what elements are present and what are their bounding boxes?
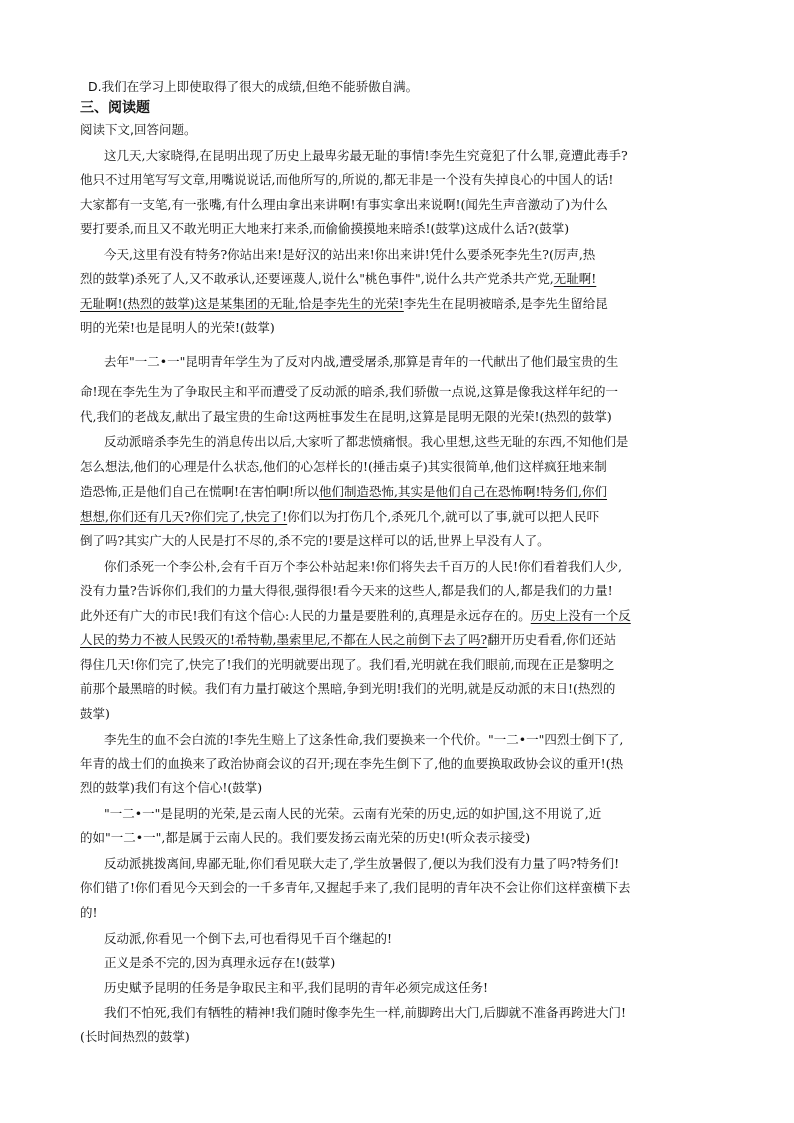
underlined-phrase: 历史上没有一个反 — [530, 608, 631, 623]
option-d: D.我们在学习上即使取得了很大的成绩,但绝不能骄傲自满。 — [88, 79, 419, 94]
p5-line-4-text: 翻开历史看看,你们还站 — [487, 632, 617, 647]
p11: 历史赋予昆明的任务是争取民主和平,我们昆明的青年必须完成这任务! — [104, 980, 488, 995]
p4-line-2: 怎么想法,他们的心理是什么状态,他们的心怎样长的!(捶击桌子)其实很简单,他们这样疯狂地来制 — [80, 459, 607, 474]
p9: 反动派,你看见一个倒下去,可也看得见千百个继起的! — [104, 931, 392, 946]
p2-line-1: 今天,这里有没有特务?你站出来!是好汉的站出来!你出来讲!凭什么要杀死李先生?(厉声,热 — [104, 247, 596, 262]
p4-line-3-text: 造恐怖,正是他们自己在慌啊!在害怕啊!所以 — [80, 484, 320, 499]
p1-line-4: 要打要杀,而且又不敢光明正大地来打来杀,而偷偷摸摸地来暗杀!(鼓掌)这成什么话?(鼓掌) — [80, 221, 570, 236]
underlined-phrase: 无耻啊!(热烈的鼓掌)这是某集团的无耻,恰是李先生的光荣! — [80, 296, 404, 311]
p12-line-1: 我们不怕死,我们有牺牲的精神!我们随时像李先生一样,前脚跨出大门,后脚就不准备再跨进大门! — [104, 1005, 626, 1020]
p3-line-2: 命!现在李先生为了争取民主和平而遭受了反动派的暗杀,我们骄傲一点说,这算是像我这样年纪的一 — [80, 384, 618, 399]
p2-line-2-text: 烈的鼓掌)杀死了人,又不敢承认,还要诬蔑人,说什么"桃色事件",说什么共产党杀共产党, — [80, 271, 554, 286]
p5-line-4 — [80, 632, 616, 648]
p6-line-2: 年青的战士们的血换来了政治协商会议的召开;现在李先生倒下了,他的血要换取政协会议的重开!(热 — [80, 756, 624, 771]
p7-line-2: 的如"一二•一",都是属于云南人民的。我们要发扬云南光荣的历史!(听众表示接受) — [80, 830, 531, 845]
p4-line-4-text: 你们以为打伤几个,杀死几个,就可以了事,就可以把人民吓 — [287, 509, 600, 524]
p4-line-4 — [80, 509, 599, 525]
p4-line-5: 倒了吗?其实广大的人民是打不尽的,杀不完的!要是这样可以的话,世界上早没有人了。 — [80, 533, 550, 548]
p8-line-3: 的! — [80, 905, 98, 920]
p8-line-2: 你们错了!你们看见今天到会的一千多青年,又握起手来了,我们昆明的青年决不会让你们这样蛮横下去 — [80, 880, 631, 895]
underlined-phrase: 想想,你们还有几天?你们完了,快完了! — [80, 509, 288, 524]
p1-line-1: 这几天,大家晓得,在昆明出现了历史上最卑劣最无耻的事情!李先生究竟犯了什么罪,竟遭此毒手? — [104, 148, 628, 163]
p7-line-1: "一二•一"是昆明的光荣,是云南人民的光荣。云南有光荣的历史,远的如护国,这不用说了,近 — [104, 806, 602, 821]
p3-line-3: 代,我们的老战友,献出了最宝贵的生命!这两桩事发生在昆明,这算是昆明无限的光荣!(热烈的鼓掌) — [80, 409, 612, 424]
instruction: 阅读下文,回答问题。 — [80, 122, 197, 137]
p5-line-5: 得住几天!你们完了,快完了!我们的光明就要出现了。我们看,光明就在我们眼前,而现在正是黎明之 — [80, 657, 615, 672]
p5-line-6: 前那个最黑暗的时候。我们有力量打破这个黑暗,争到光明!我们的光明,就是反动派的末日!(热烈的 — [80, 681, 616, 696]
p2-line-3 — [80, 296, 608, 312]
p3-line-1: 去年"一二•一"昆明青年学生为了反对内战,遭受屠杀,那算是青年的一代献出了他们最宝贵的生 — [104, 354, 619, 369]
p2-line-3-text: 李先生在昆明被暗杀,是李先生留给昆 — [403, 296, 608, 311]
underlined-phrase: 人民的势力不被人民毁灭的!希特勒,墨索里尼,不都在人民之前倒下去了吗? — [80, 632, 488, 647]
p1-line-3: 大家都有一支笔,有一张嘴,有什么理由拿出来讲啊!有事实拿出来说啊!(闻先生声音激动了)为什么 — [80, 197, 608, 212]
p6-line-1: 李先生的血不会白流的!李先生赔上了这条性命,我们要换来一个代价。"一二•一"四烈士倒下了, — [104, 732, 624, 747]
p12-line-2: (长时间热烈的鼓掌) — [80, 1029, 190, 1044]
p5-line-2: 没有力量?告诉你们,我们的力量大得很,强得很!看今天来的这些人,都是我们的人,都是我们的力量! — [80, 583, 613, 598]
p2-line-4: 明的光荣!也是昆明人的光荣!(鼓掌) — [80, 320, 275, 335]
p8-line-1: 反动派挑拨离间,卑鄙无耻,你们看见联大走了,学生放暑假了,便以为我们没有力量了吗?特务们! — [104, 856, 620, 871]
p5-line-3-text: 此外还有广大的市民!我们有这个信心:人民的力量是要胜利的,真理是永远存在的。 — [80, 608, 531, 623]
p2-line-2 — [80, 271, 596, 287]
underlined-phrase: 无耻啊! — [553, 271, 597, 286]
p6-line-3: 烈的鼓掌)我们有这个信心!(鼓掌) — [80, 780, 263, 795]
section-title: 三、阅读题 — [80, 100, 150, 116]
p1-line-2: 他只不过用笔写写文章,用嘴说说话,而他所写的,所说的,都无非是一个没有失掉良心的中国人的话! — [80, 172, 614, 187]
p10: 正义是杀不完的,因为真理永远存在!(鼓掌) — [104, 955, 336, 970]
underlined-phrase: 他们制造恐怖,其实是他们自己在恐怖啊!特务们,你们 — [319, 484, 608, 499]
p5-line-1: 你们杀死一个李公朴,会有千百万个李公朴站起来!你们将失去千百万的人民!你们看着我们人少, — [104, 559, 622, 574]
p5-line-7: 鼓掌) — [80, 706, 110, 721]
p4-line-3 — [80, 484, 607, 500]
p5-line-3 — [80, 608, 631, 624]
p4-line-1: 反动派暗杀李先生的消息传出以后,大家听了都悲愤痛恨。我心里想,这些无耻的东西,不知他们是 — [104, 434, 629, 449]
